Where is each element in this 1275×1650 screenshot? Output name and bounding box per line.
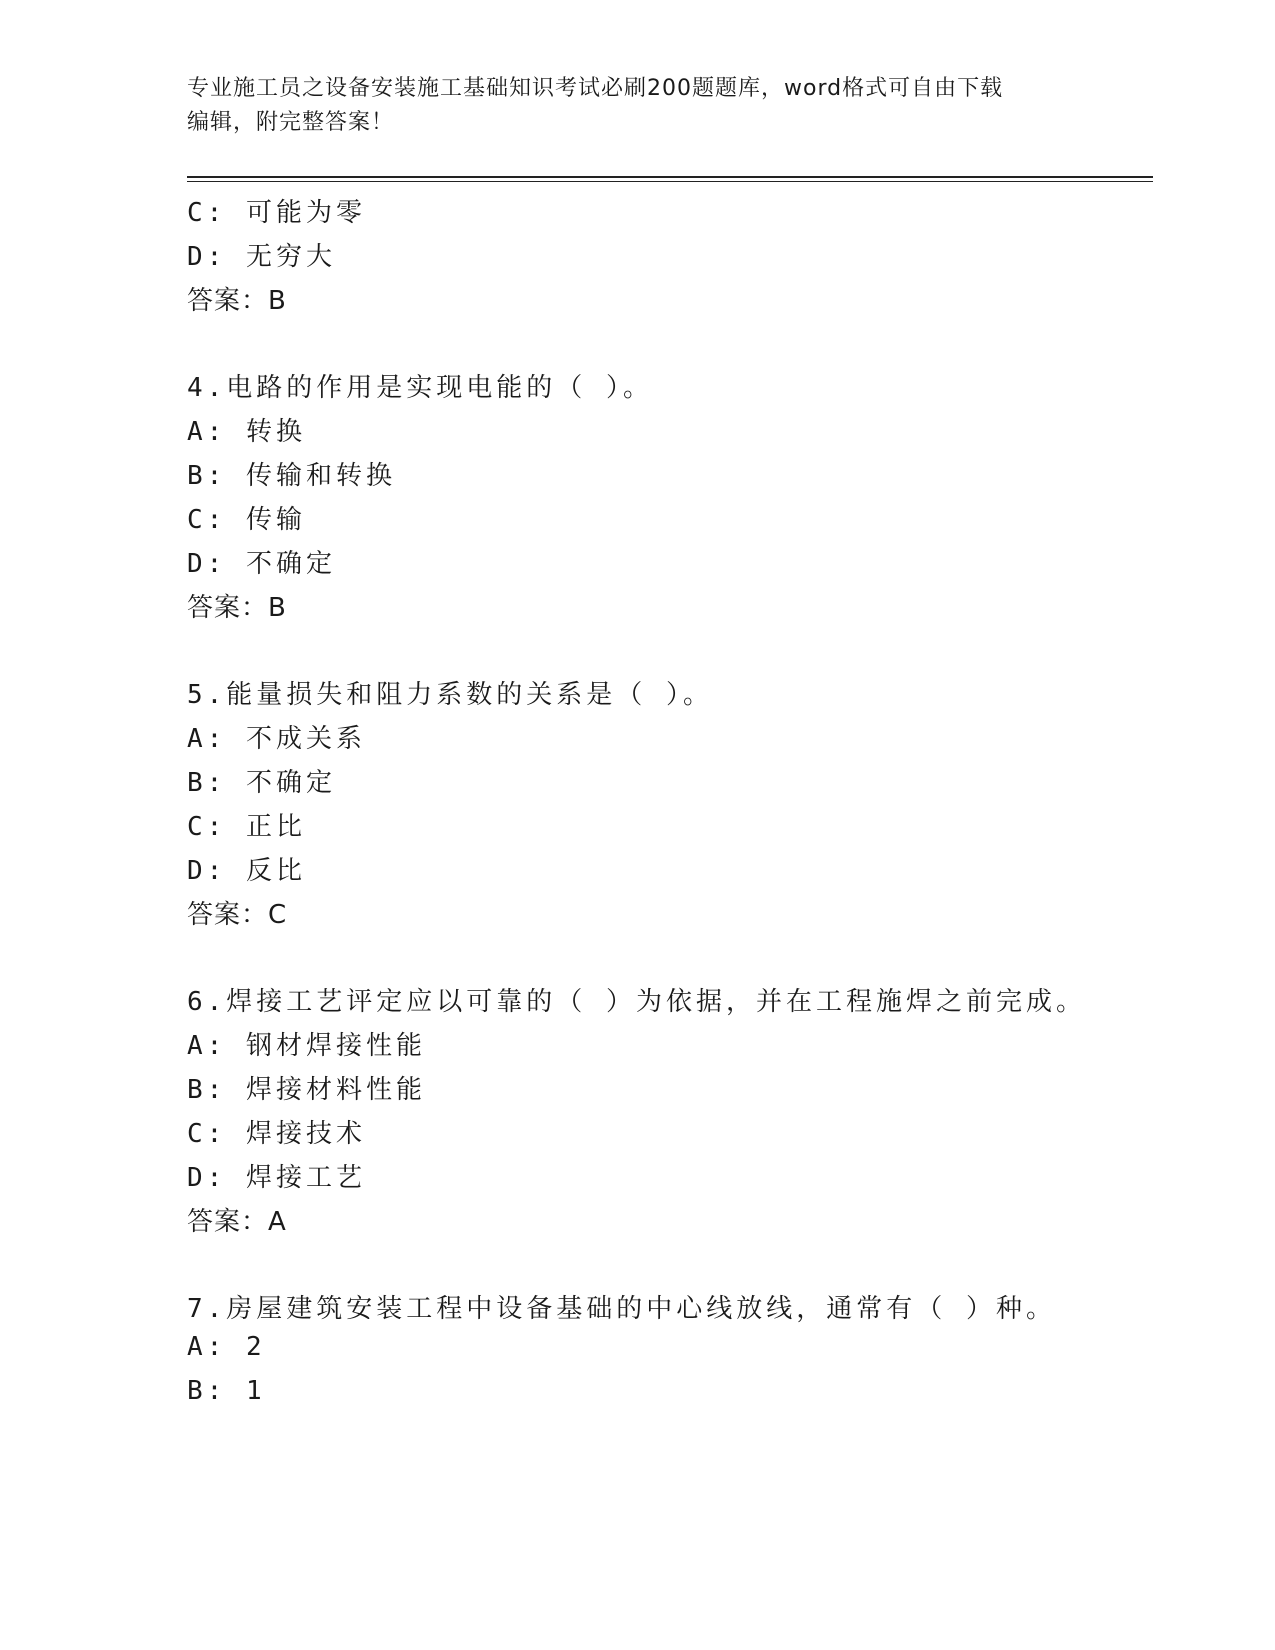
- header-divider-thick: [187, 176, 1153, 178]
- header-line-2: 编辑，附完整答案！: [187, 110, 395, 135]
- option-c: C: 正比: [187, 812, 306, 842]
- header-line-1: 专业施工员之设备安装施工基础知识考试必刷200题题库，word格式可自由下载: [187, 76, 1004, 101]
- option-b: B: 传输和转换: [187, 461, 396, 491]
- option-a: A: 不成关系: [187, 724, 366, 754]
- option-c: C: 传输: [187, 505, 306, 535]
- option-a: A: 转换: [187, 417, 306, 447]
- option-b: B: 1: [187, 1376, 266, 1406]
- option-c: C: 焊接技术: [187, 1119, 366, 1149]
- option-d: D: 反比: [187, 856, 306, 886]
- answer-line: 答案：B: [187, 286, 287, 316]
- question-7: 7.房屋建筑安装工程中设备基础的中心线放线，通常有（ ）种。: [187, 1294, 1056, 1324]
- option-d: D: 焊接工艺: [187, 1163, 366, 1193]
- option-b: B: 不确定: [187, 768, 336, 798]
- option-d: D: 不确定: [187, 549, 336, 579]
- header-divider-thin: [187, 181, 1153, 182]
- answer-line: 答案：A: [187, 1207, 287, 1237]
- option-a: A: 2: [187, 1332, 266, 1362]
- answer-line: 答案：C: [187, 900, 288, 930]
- option-b: B: 焊接材料性能: [187, 1075, 426, 1105]
- question-6: 6.焊接工艺评定应以可靠的（ ）为依据，并在工程施焊之前完成。: [187, 987, 1086, 1017]
- option-c: C: 可能为零: [187, 198, 366, 228]
- document-header: [187, 72, 1067, 140]
- question-5: 5.能量损失和阻力系数的关系是（ ）。: [187, 680, 713, 710]
- option-d: D: 无穷大: [187, 242, 336, 272]
- answer-line: 答案：B: [187, 593, 287, 623]
- option-a: A: 钢材焊接性能: [187, 1031, 426, 1061]
- question-4: 4.电路的作用是实现电能的（ ）。: [187, 373, 653, 403]
